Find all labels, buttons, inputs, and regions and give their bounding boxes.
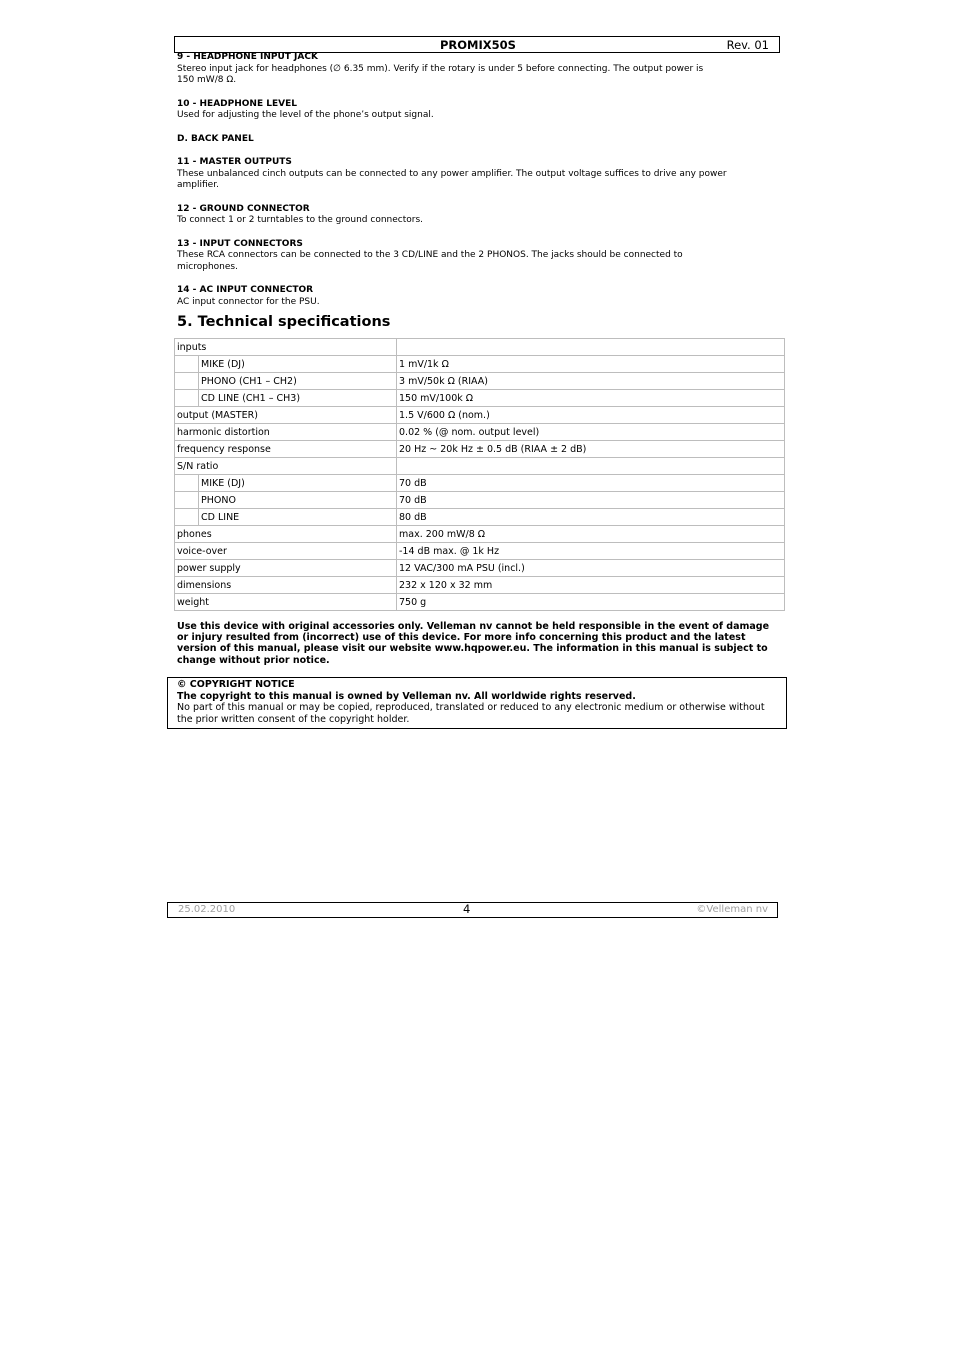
spec-value: -14 dB max. @ 1k Hz xyxy=(397,543,785,560)
spec-label: inputs xyxy=(175,339,397,356)
spec-label: MIKE (DJ) xyxy=(199,475,397,492)
notice-line: version of this manual, please visit our website www.hqpower.eu. The information in this manual is subject to xyxy=(177,643,768,655)
spec-label: frequency response xyxy=(175,441,397,458)
section-heading: 11 - MASTER OUTPUTS xyxy=(177,157,292,167)
spec-value: 1 mV/1k Ω xyxy=(397,356,785,373)
spec-row xyxy=(175,356,785,373)
spec-row xyxy=(175,577,785,594)
indent-cell xyxy=(175,356,199,373)
section xyxy=(177,239,777,274)
section xyxy=(177,285,777,308)
spec-label: power supply xyxy=(175,560,397,577)
spec-label: voice-over xyxy=(175,543,397,560)
notice-line: or injury resulted from (incorrect) use of this device. For more info concerning this product and the latest xyxy=(177,632,746,644)
spec-row xyxy=(175,441,785,458)
spec-label: PHONO xyxy=(199,492,397,509)
section-text: Stereo input jack for headphones (∅ 6.35 mm). Verify if the rotary is under 5 before connecting. The output power is xyxy=(177,63,704,74)
page-header xyxy=(174,36,780,53)
spec-label: MIKE (DJ) xyxy=(199,356,397,373)
spec-label: output (MASTER) xyxy=(175,407,397,424)
spec-value: 80 dB xyxy=(397,509,785,526)
footer-date: 25.02.2010 xyxy=(178,904,236,915)
footer-company: ©Velleman nv xyxy=(696,904,768,915)
section-heading: D. BACK PANEL xyxy=(177,133,254,144)
spec-label: S/N ratio xyxy=(175,458,397,475)
spec-value: 20 Hz ~ 20k Hz ± 0.5 dB (RIAA ± 2 dB) xyxy=(397,441,785,458)
spec-label: CD LINE (CH1 – CH3) xyxy=(199,390,397,407)
spec-value: 12 VAC/300 mA PSU (incl.) xyxy=(397,560,785,577)
section xyxy=(177,157,777,192)
section-text: microphones. xyxy=(177,261,238,272)
page-number: 4 xyxy=(463,902,471,916)
indent-cell xyxy=(175,492,199,509)
section-heading: 12 - GROUND CONNECTOR xyxy=(177,203,310,214)
spec-value xyxy=(397,458,785,475)
page-footer xyxy=(167,902,778,918)
spec-label: harmonic distortion xyxy=(175,424,397,441)
spec-value: max. 200 mW/8 Ω xyxy=(397,526,785,543)
spec-row xyxy=(175,560,785,577)
copyright-box xyxy=(167,677,787,729)
spec-label: phones xyxy=(175,526,397,543)
usage-notice xyxy=(177,621,781,666)
notice-line: change without prior notice. xyxy=(177,654,330,666)
copyright-body-line: No part of this manual or may be copied, reproduced, translated or reduced to any electronic medium or otherwise without xyxy=(177,702,765,713)
spec-row xyxy=(175,594,785,611)
sections-body xyxy=(177,52,777,308)
spec-value: 750 g xyxy=(397,594,785,611)
section-heading: 13 - INPUT CONNECTORS xyxy=(177,238,303,249)
notice-line: Use this device with original accessories only. Velleman nv cannot be held responsible in the event of damage xyxy=(177,621,770,632)
spec-value: 1.5 V/600 Ω (nom.) xyxy=(397,407,785,424)
spec-value: 150 mV/100k Ω xyxy=(397,390,785,407)
section xyxy=(177,204,777,227)
copyright-bold-line: The copyright to this manual is owned by Velleman nv. All worldwide rights reserved. xyxy=(177,690,636,702)
spec-row xyxy=(175,424,785,441)
indent-cell xyxy=(175,390,199,407)
spec-value: 70 dB xyxy=(397,492,785,509)
section-text: amplifier. xyxy=(177,180,219,190)
spec-row xyxy=(175,492,785,509)
spec-row xyxy=(175,339,785,356)
indent-cell xyxy=(175,373,199,390)
section-text: 150 mW/8 Ω. xyxy=(177,75,237,85)
section-heading: 10 - HEADPHONE LEVEL xyxy=(177,98,297,109)
section-text: These RCA connectors can be connected to the 3 CD/LINE and the 2 PHONOS. The jacks should be connected to xyxy=(177,250,683,260)
spec-row xyxy=(175,407,785,424)
spec-label: dimensions xyxy=(175,577,397,594)
spec-value: 232 x 120 x 32 mm xyxy=(397,577,785,594)
section-heading: 9 - HEADPHONE INPUT JACK xyxy=(177,52,318,62)
spec-label: CD LINE xyxy=(199,509,397,526)
section xyxy=(177,134,777,146)
spec-label: weight xyxy=(175,594,397,611)
indent-cell xyxy=(175,509,199,526)
revision-label: Rev. 01 xyxy=(726,38,769,52)
section-text: Used for adjusting the level of the phone’s output signal. xyxy=(177,110,434,120)
copyright-body-line: the prior written consent of the copyright holder. xyxy=(177,713,410,725)
spec-row xyxy=(175,475,785,492)
spec-row xyxy=(175,373,785,390)
section xyxy=(177,99,777,122)
section-heading: 14 - AC INPUT CONNECTOR xyxy=(177,285,314,295)
spec-label: PHONO (CH1 – CH2) xyxy=(199,373,397,390)
section-text: These unbalanced cinch outputs can be connected to any power amplifier. The output voltage suffices to drive any power xyxy=(177,168,727,179)
spec-row xyxy=(175,509,785,526)
spec-row xyxy=(175,543,785,560)
copyright-title: © COPYRIGHT NOTICE xyxy=(177,679,295,690)
spec-value: 0.02 % (@ nom. output level) xyxy=(397,424,785,441)
model-name: PROMIX50S xyxy=(440,38,516,52)
spec-value xyxy=(397,339,785,356)
indent-cell xyxy=(175,475,199,492)
section xyxy=(177,52,777,87)
spec-value: 70 dB xyxy=(397,475,785,492)
spec-title: 5. Technical specifications xyxy=(177,314,391,330)
spec-table xyxy=(174,338,785,611)
section-text: To connect 1 or 2 turntables to the ground connectors. xyxy=(177,215,424,225)
spec-value: 3 mV/50k Ω (RIAA) xyxy=(397,373,785,390)
spec-row xyxy=(175,526,785,543)
spec-row xyxy=(175,390,785,407)
spec-row xyxy=(175,458,785,475)
section-text: AC input connector for the PSU. xyxy=(177,296,320,307)
